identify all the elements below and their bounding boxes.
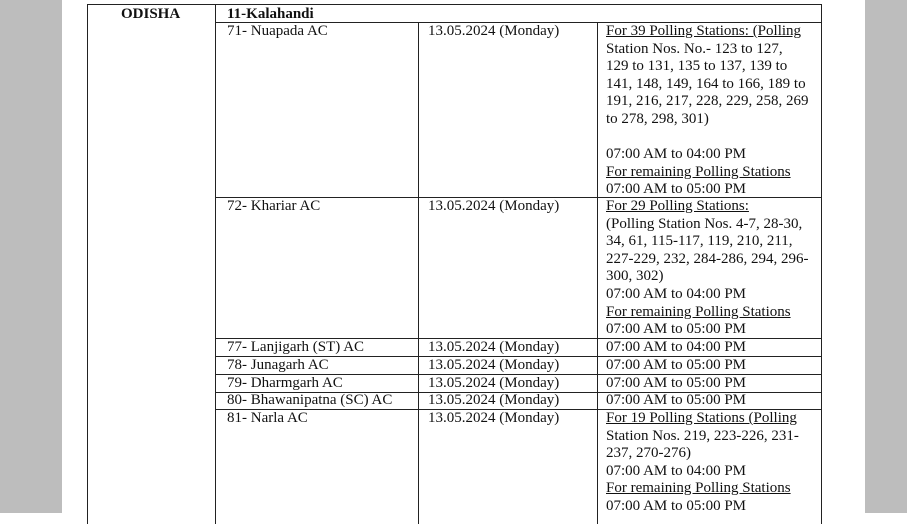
ac-name: 80- Bhawanipatna (SC) AC	[227, 392, 393, 408]
screen-edge-left	[0, 0, 62, 513]
poll-timing-details	[606, 198, 816, 339]
table-border-top	[87, 4, 822, 5]
screen-edge-right	[865, 0, 907, 513]
poll-timing-details	[606, 410, 816, 516]
timing-line: 300, 302)	[606, 268, 664, 285]
ac-name: 72- Khariar AC	[227, 198, 321, 214]
timing-line: For 19 Polling Stations (Polling	[606, 410, 797, 426]
timing-line: 07:00 AM to 05:00 PM	[606, 181, 747, 198]
column-divider-ac	[418, 22, 419, 524]
timing-blank-line	[606, 129, 816, 147]
timing-line: 34, 61, 115-117, 119, 210, 211,	[606, 233, 793, 250]
timing-line: For 29 Polling Stations:	[606, 198, 749, 214]
district-name: 11-Kalahandi	[227, 6, 314, 22]
timing-line: For remaining Polling Stations	[606, 163, 791, 180]
timing-line: 07:00 AM to 04:00 PM	[606, 462, 747, 479]
poll-time: 07:00 AM to 05:00 PM	[606, 392, 747, 408]
table-border-left	[87, 4, 88, 524]
polling-schedule-table	[87, 4, 822, 524]
poll-date: 13.05.2024 (Monday)	[428, 339, 560, 355]
column-divider-state	[215, 4, 216, 524]
state-name: ODISHA	[121, 6, 181, 22]
ac-name: 79- Dharmgarh AC	[227, 375, 343, 391]
timing-line: For remaining Polling Stations	[606, 303, 791, 320]
timing-line: 227-229, 232, 284-286, 294, 296-	[606, 250, 809, 267]
timing-line: 191, 216, 217, 228, 229, 258, 269	[606, 93, 809, 110]
table-border-right	[821, 4, 822, 524]
ac-name: 77- Lanjigarh (ST) AC	[227, 339, 365, 355]
poll-date: 13.05.2024 (Monday)	[428, 375, 560, 391]
timing-line: 07:00 AM to 04:00 PM	[606, 146, 747, 163]
ac-name: 78- Junagarh AC	[227, 357, 329, 373]
column-divider-date	[597, 22, 598, 524]
poll-timing-details	[606, 23, 816, 199]
timing-line: 07:00 AM to 04:00 PM	[606, 285, 747, 302]
timing-line: 237, 270-276)	[606, 445, 691, 462]
timing-line: For remaining Polling Stations	[606, 480, 791, 497]
poll-time: 07:00 AM to 05:00 PM	[606, 375, 747, 391]
timing-line: to 278, 298, 301)	[606, 110, 709, 127]
timing-line: Station Nos. No.- 123 to 127,	[606, 40, 783, 57]
poll-time: 07:00 AM to 05:00 PM	[606, 357, 747, 373]
poll-date: 13.05.2024 (Monday)	[428, 357, 560, 373]
timing-line: 07:00 AM to 05:00 PM	[606, 497, 747, 514]
ac-name: 81- Narla AC	[227, 410, 308, 426]
timing-line: Station Nos. 219, 223-226, 231-	[606, 427, 799, 444]
poll-date: 13.05.2024 (Monday)	[428, 198, 560, 214]
timing-line: 141, 148, 149, 164 to 166, 189 to	[606, 75, 806, 92]
poll-date: 13.05.2024 (Monday)	[428, 23, 560, 39]
ac-name: 71- Nuapada AC	[227, 23, 328, 39]
timing-line: For 39 Polling Stations: (Polling	[606, 23, 802, 39]
poll-date: 13.05.2024 (Monday)	[428, 392, 560, 408]
timing-line: 129 to 131, 135 to 137, 139 to	[606, 58, 788, 75]
poll-date: 13.05.2024 (Monday)	[428, 410, 560, 426]
poll-time: 07:00 AM to 04:00 PM	[606, 339, 747, 355]
timing-line: (Polling Station Nos. 4-7, 28-30,	[606, 215, 803, 232]
timing-line: 07:00 AM to 05:00 PM	[606, 321, 747, 338]
